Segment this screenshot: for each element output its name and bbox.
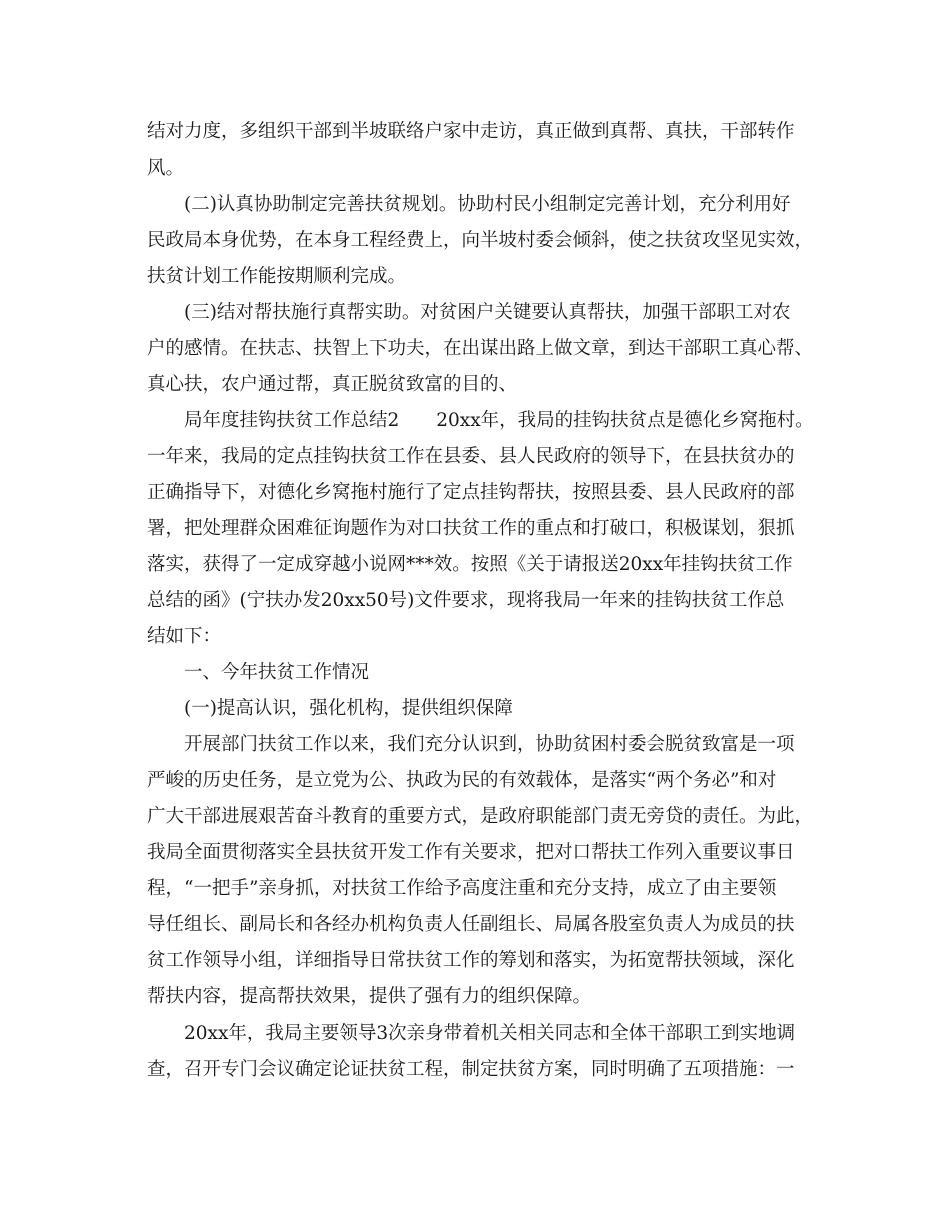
- paragraph-line: 风。: [147, 158, 185, 179]
- paragraph-line: 局年度挂钩扶贫工作总结2 20xx年，我局的挂钩扶贫点是德化乡窝拖村。: [184, 410, 814, 431]
- paragraph-line: 严峻的历史任务，是立党为公、执政为民的有效载体，是落实“两个务必”和对: [147, 770, 777, 791]
- subsection-heading: (一)提高认识，强化机构，提供组织保障: [184, 698, 513, 719]
- paragraph-line: 广大干部进展艰苦奋斗教育的重要方式，是政府职能部门责无旁贷的责任。为此，: [147, 806, 814, 827]
- paragraph-line: 正确指导下，对德化乡窝拖村施行了定点挂钩帮扶，按照县委、县人民政府的部: [147, 482, 795, 503]
- paragraph-line: 真心扶，农户通过帮，真正脱贫致富的目的、: [147, 374, 518, 395]
- paragraph-line: 程，“一把手”亲身抓，对扶贫工作给予高度注重和充分支持，成立了由主要领: [147, 878, 777, 899]
- paragraph-line: 结对力度，多组织干部到半坡联络户家中走访，真正做到真帮、真扶，干部转作: [147, 121, 795, 142]
- paragraph-line: 我局全面贯彻落实全县扶贫开发工作有关要求，把对口帮扶工作列入重要议事日: [147, 842, 795, 863]
- paragraph-line: 一年来，我局的定点挂钩扶贫工作在县委、县人民政府的领导下，在县扶贫办的: [147, 446, 795, 467]
- paragraph-line: 导任组长、副局长和各经办机构负责人任副组长、局属各股室负责人为成员的扶: [147, 914, 795, 935]
- paragraph-line: 户的感情。在扶志、扶智上下功夫，在出谋出路上做文章，到达干部职工真心帮、: [147, 338, 814, 359]
- paragraph-line: 帮扶内容，提高帮扶效果，提供了强有力的组织保障。: [147, 986, 592, 1007]
- paragraph-line: 总结的函》(宁扶办发20xx50号)文件要求，现将我局一年来的挂钩扶贫工作总: [147, 590, 785, 611]
- paragraph-line: 20xx年，我局主要领导3次亲身带着机关相关同志和全体干部职工到实地调: [184, 1023, 796, 1044]
- paragraph-line: 民政局本身优势，在本身工程经费上，向半坡村委会倾斜，使之扶贫攻坚见实效，: [147, 230, 814, 251]
- paragraph-line: (三)结对帮扶施行真帮实助。对贫困户关键要认真帮扶，加强干部职工对农: [184, 302, 791, 323]
- paragraph-line: 开展部门扶贫工作以来，我们充分认识到，协助贫困村委会脱贫致富是一项: [184, 734, 795, 755]
- section-heading: 一、今年扶贫工作情况: [184, 662, 370, 683]
- paragraph-line: 扶贫计划工作能按期顺利完成。: [147, 266, 407, 287]
- paragraph-line: 署，把处理群众困难征询题作为对口扶贫工作的重点和打破口，积极谋划，狠抓: [147, 518, 795, 539]
- paragraph-line: 查，召开专门会议确定论证扶贫工程，制定扶贫方案，同时明确了五项措施：一: [147, 1059, 795, 1080]
- paragraph-line: (二)认真协助制定完善扶贫规划。协助村民小组制定完善计划，充分利用好: [184, 194, 791, 215]
- paragraph-line: 结如下：: [147, 626, 222, 647]
- paragraph-line: 贫工作领导小组，详细指导日常扶贫工作的筹划和落实，为拓宽帮扶领域，深化: [147, 950, 795, 971]
- paragraph-line: 落实，获得了一定成穿越小说网***效。按照《关于请报送20xx年挂钩扶贫工作: [147, 554, 793, 575]
